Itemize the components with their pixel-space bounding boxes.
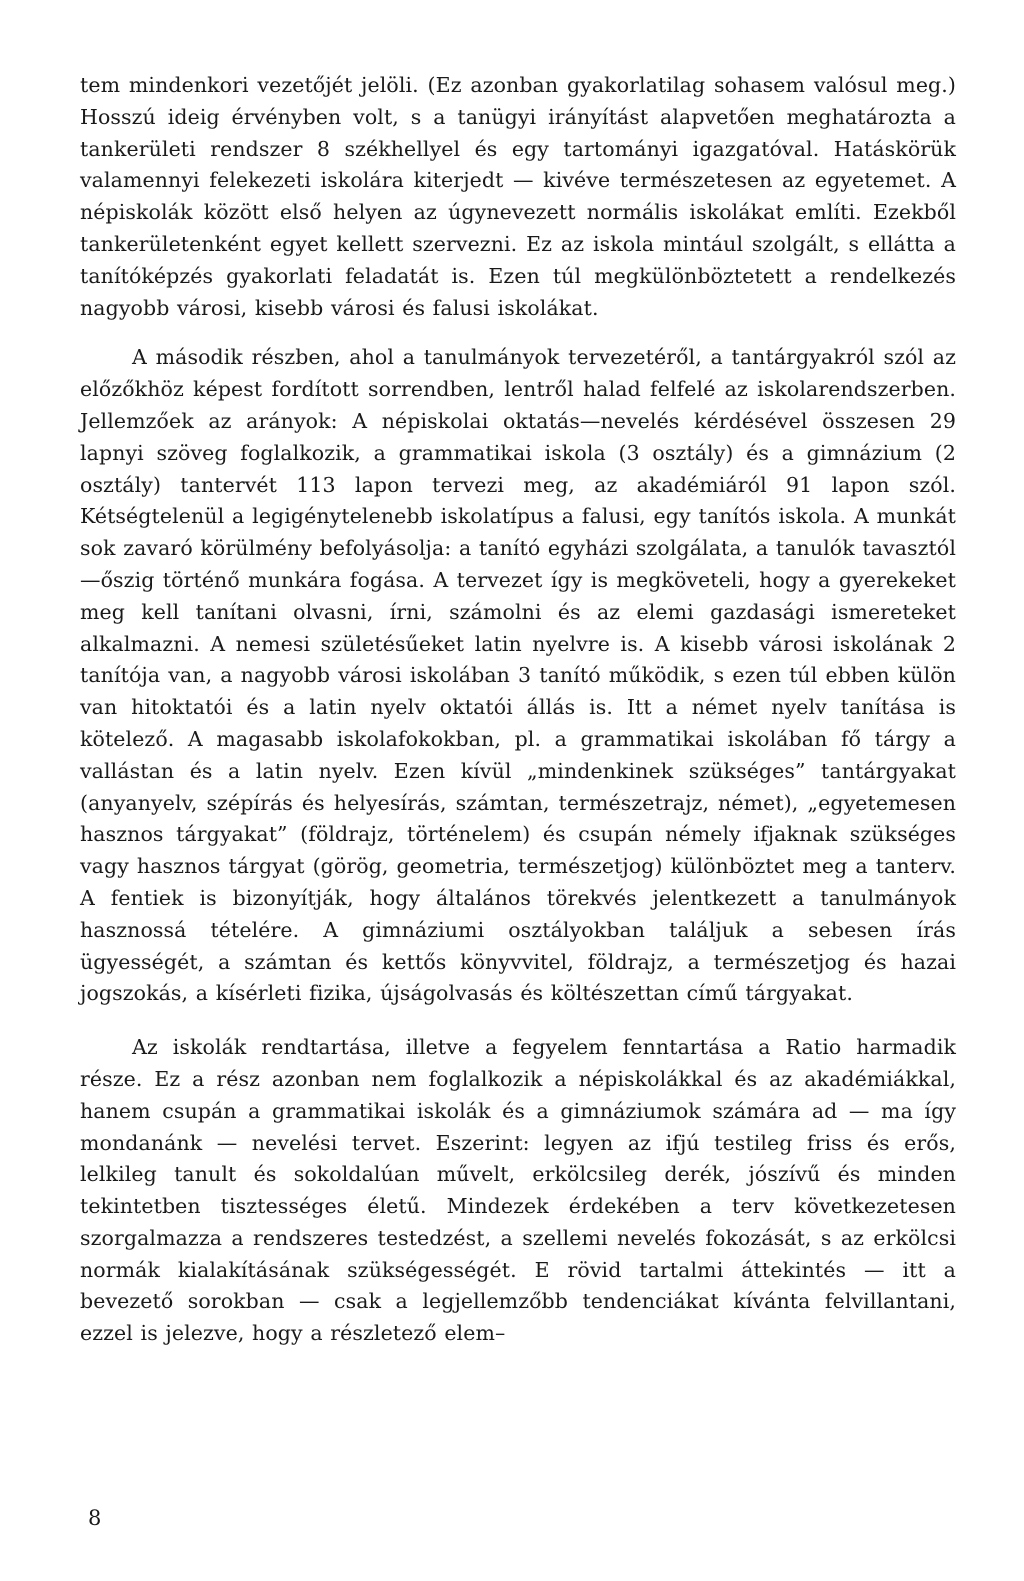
paragraph-school-order: Az iskolák rendtartása, illetve a fegyelem fenntartása a Ratio harmadik része. Ez a rész azonban nem foglalkozik a népiskolákkal és az akadémiákkal, hanem csupán a grammatikai iskolák és a gimnáziumok számára ad — ma így mondanánk — nevelési tervet. Eszerint: legyen az ifjú testileg friss és erős, lelkileg tanult és sokoldalúan művelt, erkölcsileg derék, jószívű és minden tekintetben tisztességes életű. Mindezek érdekében a terv következetesen szorgalmazza a rendszeres testedzést, a szellemi nevelés fokozását, s az erkölcsi normák kialakításának szükségességét. E rövid tartalmi áttekintés — itt a bevezető sorokban — csak a legjellemzőbb tendenciákat kívánta felvillantani, ezzel is jelezve, hogy a részletező elem– bbox=[80, 1035, 956, 1346]
page-body bbox=[80, 70, 956, 1350]
paragraph-continuation: tem mindenkori vezetőjét jelöli. (Ez azonban gyakorlatilag sohasem valósul meg.) Hosszú ideig érvényben volt, s a tanügyi irányítást alapvetően meghatározta a tankerületi rendszer 8 székhellyel és egy tartományi igazgatóval. Hatáskörük valamennyi felekezeti iskolára kiterjedt — kivéve természetesen az egyetemet. A népiskolák között első helyen az úgynevezett normális iskolákat említi. Ezekből tankerületenként egyet kellett szervezni. Ez az iskola mintául szolgált, s ellátta a tanítóképzés gyakorlati feladatát is. Ezen túl megkülönböztetett a rendelkezés nagyobb városi, kisebb városi és falusi iskolákat. bbox=[80, 73, 956, 320]
paragraph-curriculum: A második részben, ahol a tanulmányok tervezetéről, a tantárgyakról szól az előzőkhöz képest fordított sorrendben, lentről halad felfelé az iskolarendszerben. Jellemzőek az arányok: A népiskolai oktatás—nevelés kérdésével összesen 29 lapnyi szöveg foglalkozik, a grammatikai iskola (3 osztály) és a gimnázium (2 osztály) tantervét 113 lapon tervezi meg, az akadémiáról 91 lapon szól. Kétségtelenül a legigénytelenebb iskolatípus a falusi, egy tanítós iskola. A munkát sok zavaró körülmény befolyásolja: a tanító egyházi szolgálata, a tanulók tavasztól—őszig történő munkára fogása. A tervezet így is megköveteli, hogy a gyerekeket meg kell tanítani olvasni, írni, számolni és az elemi gazdasági ismereteket alkalmazni. A nemesi születésűeket latin nyelvre is. A kisebb városi iskolának 2 tanítója van, a nagyobb városi iskolában 3 tanító működik, s ezen túl ebben külön van hitoktatói és a latin nyelv oktatói állás is. Itt a német nyelv tanítása is kötelező. A magasabb iskolafokokban, pl. a grammatikai iskolában fő tárgy a vallástan és a latin nyelv. Ezen kívül „mindenkinek szükséges” tantárgyakat (anyanyelv, szépírás és helyesírás, számtan, természetrajz, német), „egyetemesen hasznos tárgyakat” (földrajz, történelem) és csupán némely ifjaknak szükséges vagy hasznos tárgyat (görög, geometria, természetjog) különböztet meg a tanterv. A fentiek is bizonyítják, hogy általános törekvés jelentkezett a tanulmányok hasznossá tételére. A gimnáziumi osztályokban találjuk a sebesen írás ügyességét, a számtan és kettős könyvvitel, földrajz, a természetjog és hazai jogszokás, a kísérleti fizika, újságolvasás és költészettan című tárgyakat. bbox=[80, 345, 956, 1006]
page-number: 8 bbox=[88, 1506, 102, 1530]
